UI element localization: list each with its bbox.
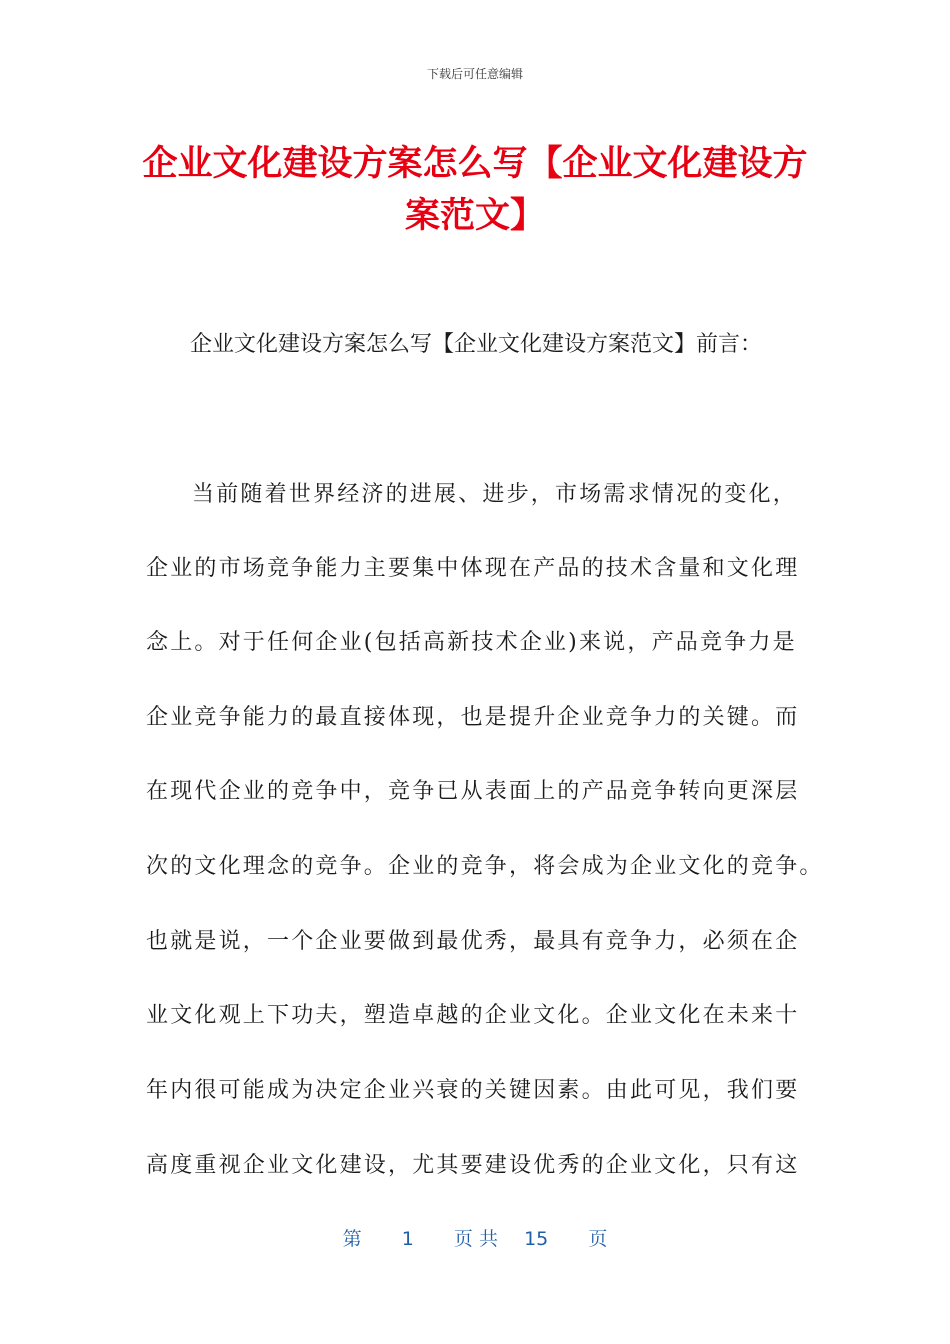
body-line: 高度重视企业文化建设，尤其要建设优秀的企业文化，只有这 (146, 1153, 800, 1178)
footer-suffix: 页 (588, 1228, 608, 1250)
body-line: 在现代企业的竞争中，竞争已从表面上的产品竞争转向更深层 (146, 779, 800, 804)
body-line: 念上。对于任何企业(包括高新技术企业)来说，产品竞争力是 (146, 630, 797, 655)
body-line: 次的文化理念的竞争。企业的竞争，将会成为企业文化的竞争。 (146, 854, 824, 879)
title-line-1: 企业文化建设方案怎么写【企业文化建设方 (142, 144, 808, 184)
footer-prefix: 第 (342, 1228, 362, 1250)
body-line: 企业竞争能力的最直接体现，也是提升企业竞争力的关键。而 (146, 705, 800, 730)
preface-line: 企业文化建设方案怎么写【企业文化建设方案范文】前言： (190, 332, 763, 357)
body-line: 年内很可能成为决定企业兴衰的关键因素。由此可见，我们要 (146, 1078, 800, 1103)
footer-current-page: 1 (401, 1228, 414, 1250)
header-note: 下载后可任意编辑 (426, 67, 523, 81)
body-line: 也就是说，一个企业要做到最优秀，最具有竞争力，必须在企 (146, 929, 800, 954)
footer-middle: 页 共 (453, 1228, 498, 1250)
footer-total-pages: 15 (524, 1228, 549, 1250)
body-line: 当前随着世界经济的进展、进步，市场需求情况的变化， (192, 482, 798, 507)
page-footer (0, 1226, 950, 1252)
title-line-2: 案范文】 (404, 196, 545, 236)
document-title (120, 138, 830, 242)
body-line: 企业的市场竞争能力主要集中体现在产品的技术含量和文化理 (146, 556, 800, 581)
body-line: 业文化观上下功夫，塑造卓越的企业文化。企业文化在未来十 (146, 1003, 800, 1028)
